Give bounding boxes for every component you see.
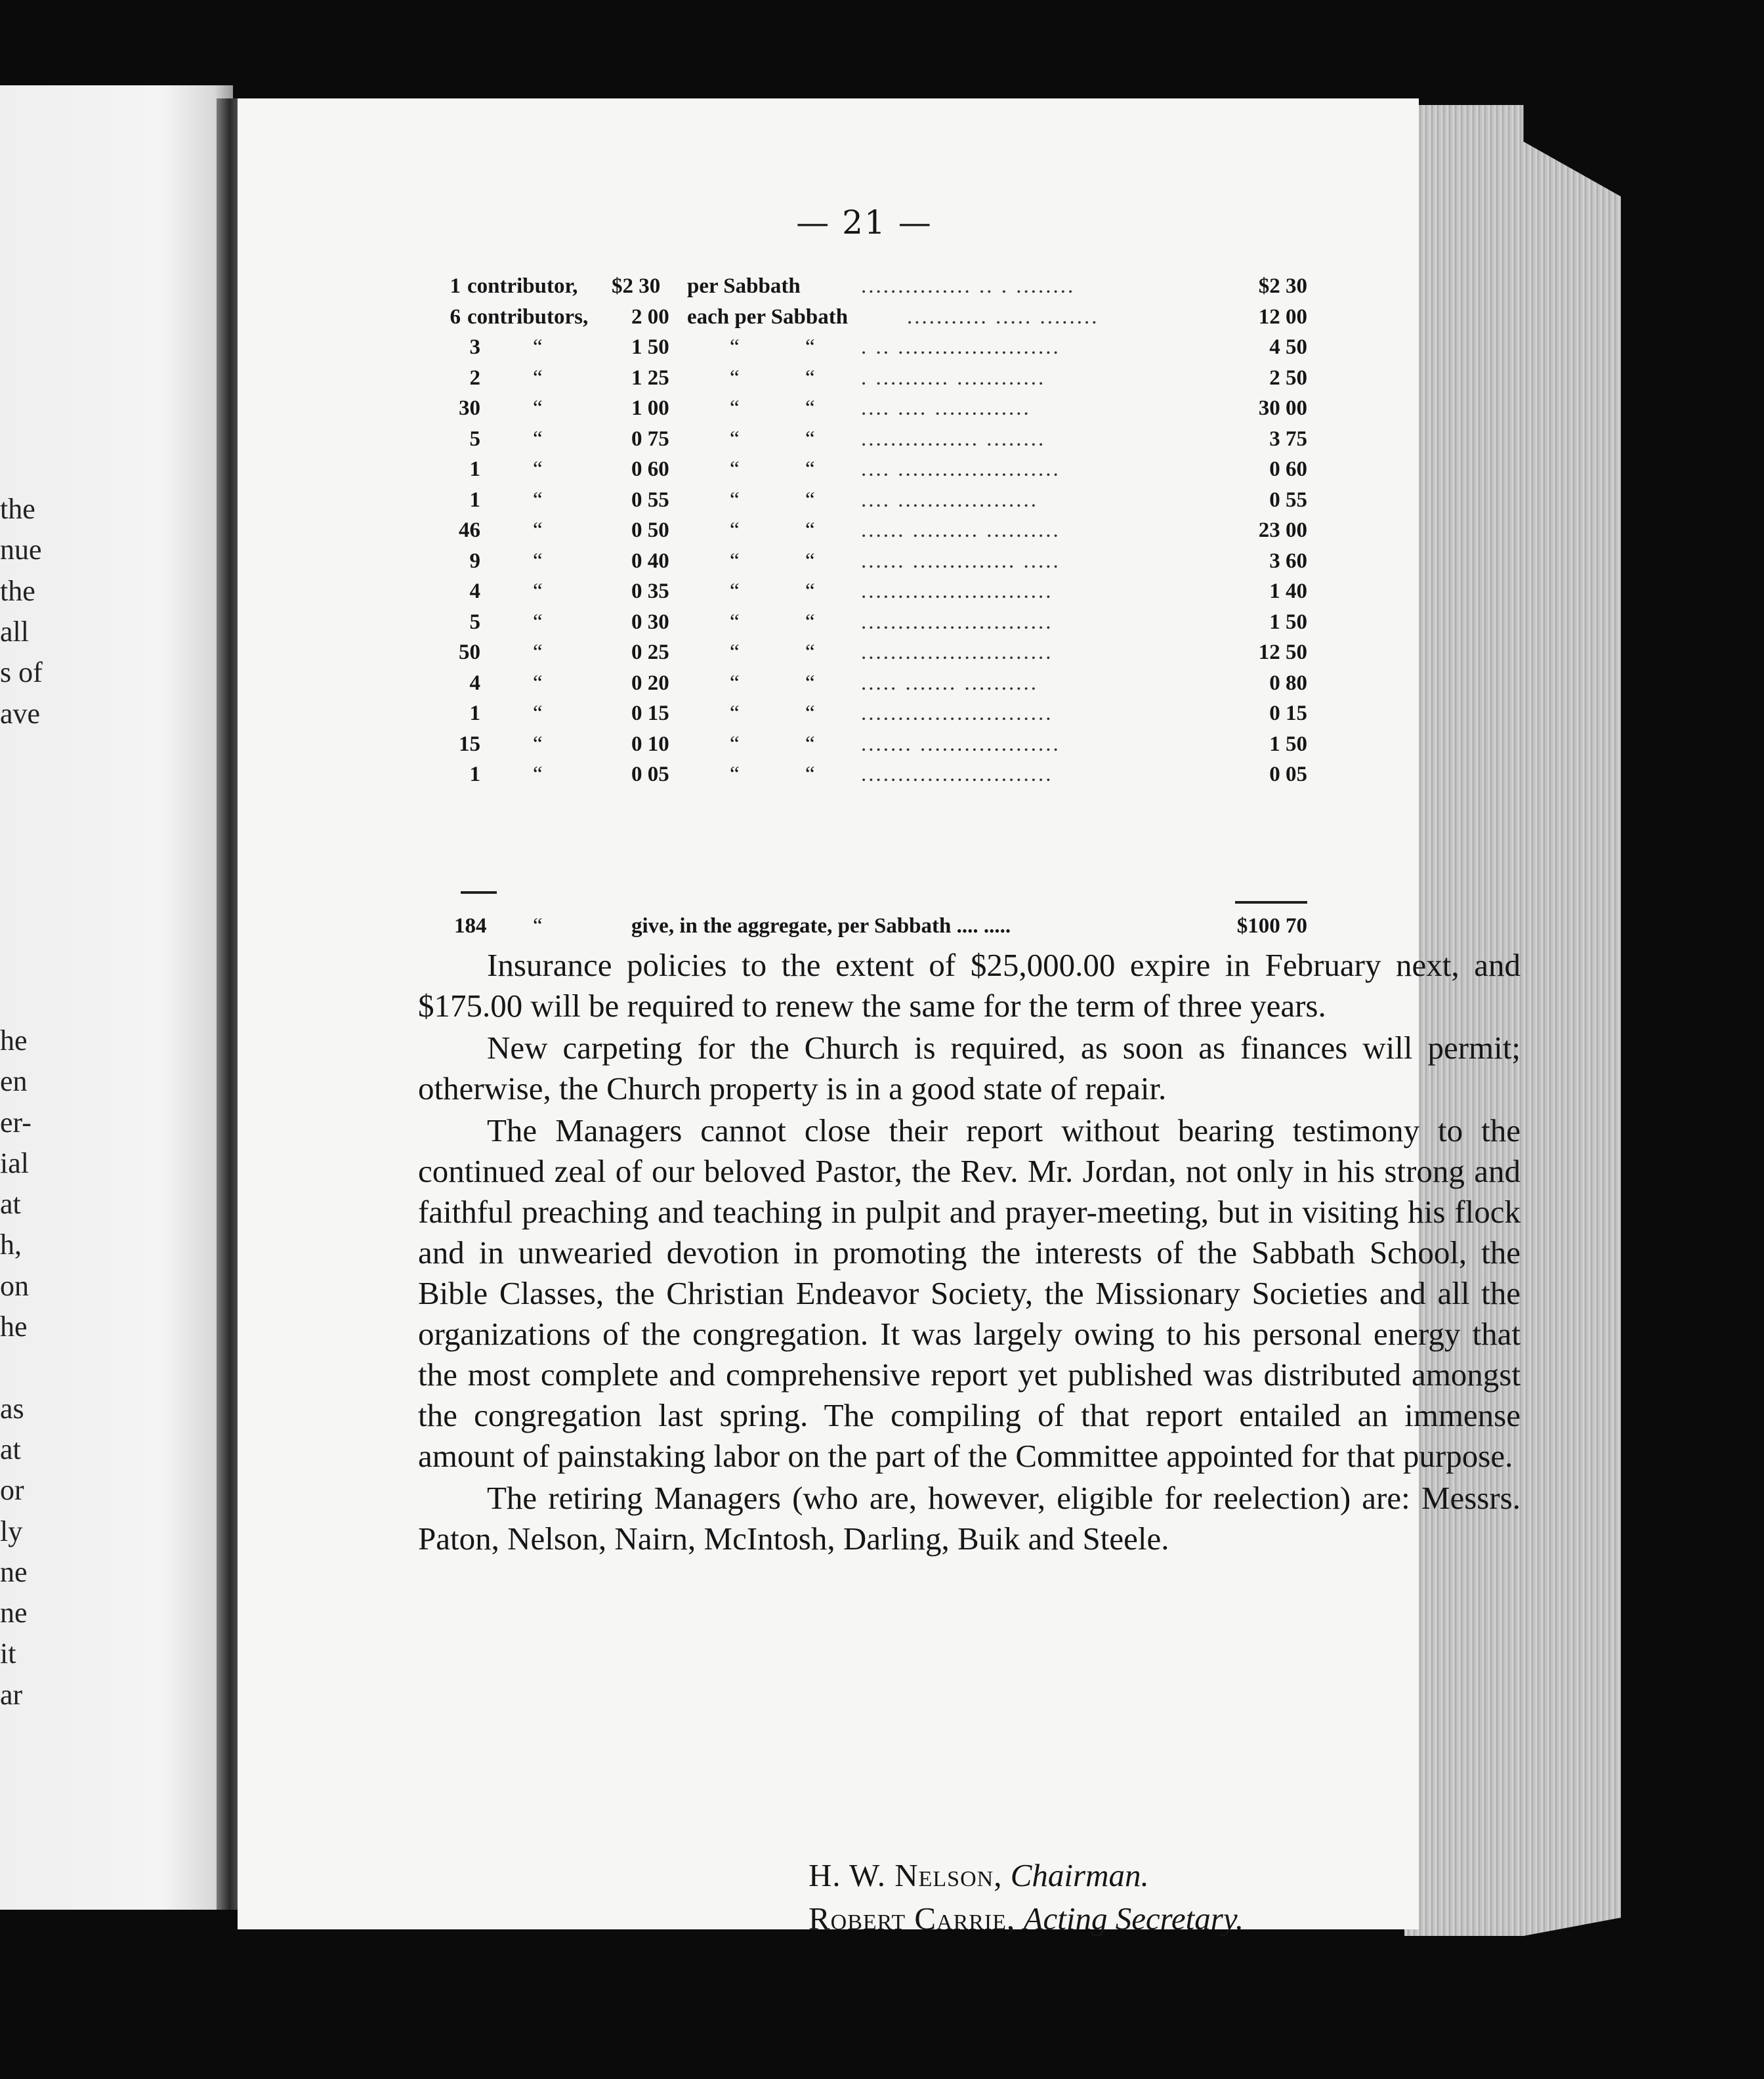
left-page-fragment: he: [0, 1024, 28, 1057]
contributor-count: 4: [469, 579, 480, 603]
ditto-mark: “: [805, 457, 815, 481]
contribution-rate: 0 15: [631, 702, 669, 725]
ditto-mark: “: [730, 335, 740, 359]
contribution-rate: 0 55: [631, 488, 669, 512]
contributor-count: 1: [469, 763, 480, 786]
leader-dots: ..........................: [861, 579, 1053, 603]
left-page-fragment: s of: [0, 656, 43, 689]
ditto-mark: “: [730, 488, 740, 512]
ditto-mark: “: [730, 427, 740, 451]
contribution-row: [441, 763, 1471, 793]
ditto-mark: “: [730, 640, 740, 664]
contributor-count: 46: [459, 518, 480, 542]
left-page-fragment: er-: [0, 1106, 32, 1139]
signature-name: H. W. Nelson,: [808, 1857, 1003, 1893]
leader-dots: ........... ..... ........: [907, 304, 1099, 329]
contributor-count: 4: [469, 671, 480, 695]
leader-dots: . .......... ............: [861, 366, 1046, 390]
ditto-mark: “: [805, 335, 815, 359]
contribution-row: [441, 396, 1471, 427]
leader-dots: .... .... .............: [861, 396, 1031, 420]
leader-dots: . .. ......................: [861, 335, 1060, 359]
contribution-rate: 0 25: [631, 640, 669, 664]
contributor-count: 2: [469, 366, 480, 390]
ditto-mark: “: [533, 702, 543, 725]
contribution-rate: 1 25: [631, 366, 669, 390]
leader-dots: .... ...................: [861, 488, 1038, 512]
contributor-count: 6: [450, 304, 461, 329]
contribution-row: [441, 366, 1471, 397]
contribution-rate: 0 10: [631, 732, 669, 756]
book-page: [238, 98, 1521, 1937]
contributor-count: 9: [469, 549, 480, 573]
contribution-row: [441, 305, 1471, 336]
contributor-count: 1: [469, 457, 480, 481]
contribution-total: 2 50: [1269, 366, 1307, 390]
contribution-rate: 0 40: [631, 549, 669, 573]
report-body: [418, 945, 1521, 1561]
ditto-mark: “: [730, 549, 740, 573]
contribution-row: [441, 488, 1471, 519]
ditto-mark: “: [805, 518, 815, 542]
contribution-rate: $2 30: [612, 274, 661, 298]
ditto-mark: “: [730, 732, 740, 756]
signature-name: Robert Carrie,: [808, 1900, 1016, 1937]
contribution-row: [441, 274, 1471, 305]
contribution-row: [441, 335, 1471, 366]
summary-count: 184: [454, 914, 487, 938]
ditto-mark: “: [533, 335, 543, 359]
contribution-row: [441, 702, 1471, 732]
contribution-rate: 1 50: [631, 335, 669, 359]
rate-period: each per Sabbath: [687, 304, 849, 329]
contributions-table: [441, 274, 1471, 938]
ditto-mark: “: [730, 457, 740, 481]
ditto-mark: “: [805, 763, 815, 786]
contributor-label: contributors,: [467, 304, 589, 329]
ditto-mark: “: [533, 579, 543, 603]
signature-role: Acting Secretary.: [1023, 1900, 1244, 1937]
leader-dots: ..........................: [861, 640, 1053, 664]
ditto-mark: “: [533, 396, 543, 420]
leader-dots: ................ ........: [861, 427, 1046, 451]
leader-dots: .... ......................: [861, 457, 1060, 481]
ditto-mark: “: [730, 763, 740, 786]
contribution-rate: 2 00: [631, 304, 669, 329]
leader-dots: ............... .. . ........: [861, 274, 1076, 298]
ditto-mark: “: [533, 671, 543, 695]
contribution-rate: 0 05: [631, 763, 669, 786]
contribution-rate: 0 60: [631, 457, 669, 481]
ditto-mark: “: [730, 366, 740, 390]
ditto-mark: “: [533, 366, 543, 390]
left-page-fragment: ave: [0, 697, 41, 730]
leader-dots: ...... .............. .....: [861, 549, 1060, 573]
ditto-mark: “: [805, 610, 815, 634]
leader-dots: ..........................: [861, 763, 1053, 786]
summary-text: give, in the aggregate, per Sabbath .... .....: [631, 914, 1011, 938]
contributor-count: 5: [469, 427, 480, 451]
contribution-total: 1 50: [1269, 610, 1307, 634]
contribution-rate: 0 35: [631, 579, 669, 603]
ditto-mark: “: [805, 366, 815, 390]
left-page-fragment: at: [0, 1188, 21, 1221]
ditto-mark: “: [805, 640, 815, 664]
contribution-rate: 0 20: [631, 671, 669, 695]
left-page-fragment: ar: [0, 1678, 23, 1711]
ditto-mark: “: [805, 488, 815, 512]
contribution-rate: 0 30: [631, 610, 669, 634]
ditto-mark: “: [805, 671, 815, 695]
ditto-mark: “: [533, 457, 543, 481]
contribution-total: 23 00: [1258, 518, 1307, 542]
contribution-total: 1 50: [1269, 732, 1307, 756]
left-page-fragment: ne: [0, 1555, 28, 1588]
contributor-count: 50: [459, 640, 480, 664]
left-page-fragment: the: [0, 493, 35, 525]
contribution-total: 0 80: [1269, 671, 1307, 695]
contribution-total: 0 05: [1269, 763, 1307, 786]
contribution-row: [441, 518, 1471, 549]
ditto-mark: “: [730, 518, 740, 542]
contribution-total: $2 30: [1258, 274, 1307, 298]
ditto-mark: “: [533, 549, 543, 573]
contributor-count: 15: [459, 732, 480, 756]
contribution-row: [441, 732, 1471, 763]
contributions-summary-row: [441, 914, 1471, 944]
contribution-row: [441, 457, 1471, 488]
contribution-row: [441, 610, 1471, 641]
ditto-mark: “: [730, 702, 740, 725]
ditto-mark: “: [533, 427, 543, 451]
contribution-total: 30 00: [1258, 396, 1307, 420]
contributor-count: 3: [469, 335, 480, 359]
signature-secretary: [808, 1897, 1530, 1941]
ditto-mark: “: [533, 518, 543, 542]
left-page-fragment: en: [0, 1065, 28, 1098]
left-page-text-fragments: [0, 85, 233, 1910]
ditto-mark: “: [805, 732, 815, 756]
signature-block: [808, 1854, 1530, 1941]
left-facing-page: [0, 85, 233, 1910]
contributions-rows: [441, 274, 1471, 793]
paragraph-pastor: The Managers cannot close their report without bearing testimony to the continued zeal of our beloved Pastor, the Rev. Mr. Jordan, not only in his strong and faithful preaching and teaching in pulpit and prayer-meeting, but in visiting his flock and in unwearied devotion in promoting the interests of the Sabbath School, the Bible Classes, the Christian Endeavor Society, the Missionary Societies and all the organizations of the congregation. It was largely owing to his personal energy that the most complete and comprehensive report yet published was distributed amongst the congregation last spring. The compiling of that report entailed an immense amount of painstaking labor on the part of the Committee appointed for that purpose.: [418, 1112, 1521, 1474]
sum-rule-total: [1235, 901, 1307, 904]
contribution-row: [441, 671, 1471, 702]
contribution-total: 3 60: [1269, 549, 1307, 573]
contribution-total: 3 75: [1269, 427, 1307, 451]
contribution-rate: 1 00: [631, 396, 669, 420]
left-page-fragment: nue: [0, 534, 42, 566]
ditto-mark: “: [730, 610, 740, 634]
ditto-mark: “: [730, 579, 740, 603]
left-page-fragment: on: [0, 1269, 29, 1302]
ditto-mark: “: [805, 579, 815, 603]
ditto-mark: “: [533, 732, 543, 756]
rate-period: per Sabbath: [687, 274, 801, 298]
ditto-mark: “: [730, 396, 740, 420]
page-content: [238, 98, 1521, 1937]
contribution-total: 0 60: [1269, 457, 1307, 481]
leader-dots: ..... ....... ..........: [861, 671, 1038, 695]
left-page-fragment: he: [0, 1311, 28, 1343]
contribution-total: 0 55: [1269, 488, 1307, 512]
leader-dots: ..........................: [861, 702, 1053, 725]
signature-chairman: [808, 1854, 1530, 1897]
contribution-total: 1 40: [1269, 579, 1307, 603]
contributor-count: 30: [459, 396, 480, 420]
leader-dots: ...... ......... ..........: [861, 518, 1060, 542]
paragraph-retiring-managers: The retiring Managers (who are, however, eligible for reelection) are: Messrs. Paton, Nelson, Nairn, McIntosh, Darling, Buik and Steele.: [418, 1480, 1521, 1557]
contribution-total: 0 15: [1269, 702, 1307, 725]
contribution-row: [441, 427, 1471, 458]
contributor-count: 5: [469, 610, 480, 634]
ditto-mark: “: [533, 488, 543, 512]
ditto-mark: “: [805, 702, 815, 725]
ditto-mark: “: [533, 763, 543, 786]
left-page-fragment: or: [0, 1474, 24, 1507]
contributor-label: contributor,: [467, 274, 578, 298]
left-page-fragment: ne: [0, 1597, 28, 1629]
contributor-count: 1: [450, 274, 461, 298]
contribution-row: [441, 579, 1471, 610]
ditto-mark: “: [533, 640, 543, 664]
ditto-mark: “: [805, 396, 815, 420]
contribution-row: [441, 549, 1471, 580]
ditto-mark: “: [730, 671, 740, 695]
leader-dots: ....... ...................: [861, 732, 1060, 756]
contributor-count: 1: [469, 488, 480, 512]
paragraph-insurance: Insurance policies to the extent of $25,000.00 expire in February next, and $175.00 will be required to renew the same for the term of three years.: [418, 947, 1521, 1024]
left-page-fragment: ly: [0, 1515, 23, 1547]
ditto-mark: “: [533, 610, 543, 634]
left-page-fragment: at: [0, 1433, 21, 1465]
left-page-fragment: it: [0, 1637, 16, 1670]
left-page-fragment: h,: [0, 1228, 22, 1261]
contribution-total: 12 50: [1258, 640, 1307, 664]
contributor-count: 1: [469, 702, 480, 725]
contribution-rate: 0 50: [631, 518, 669, 542]
leader-dots: ..........................: [861, 610, 1053, 634]
left-page-fragment: as: [0, 1392, 24, 1425]
ditto-mark: “: [805, 549, 815, 573]
left-page-fragment: the: [0, 574, 35, 607]
contribution-total: 4 50: [1269, 335, 1307, 359]
summary-total: $100 70: [1236, 914, 1307, 938]
page-number: — 21 —: [796, 203, 933, 242]
paragraph-carpeting: New carpeting for the Church is required, as soon as finances will permit; otherwise, the Church property is in a good state of repair.: [418, 1030, 1521, 1106]
left-page-fragment: ial: [0, 1146, 29, 1179]
summary-ditto-mark: “: [533, 914, 543, 938]
contribution-rate: 0 75: [631, 427, 669, 451]
sum-rule-count: [461, 891, 497, 894]
contribution-total: 12 00: [1258, 304, 1307, 329]
left-page-fragment: all: [0, 615, 29, 648]
ditto-mark: “: [805, 427, 815, 451]
contribution-row: [441, 640, 1471, 671]
signature-role: Chairman.: [1010, 1857, 1149, 1893]
